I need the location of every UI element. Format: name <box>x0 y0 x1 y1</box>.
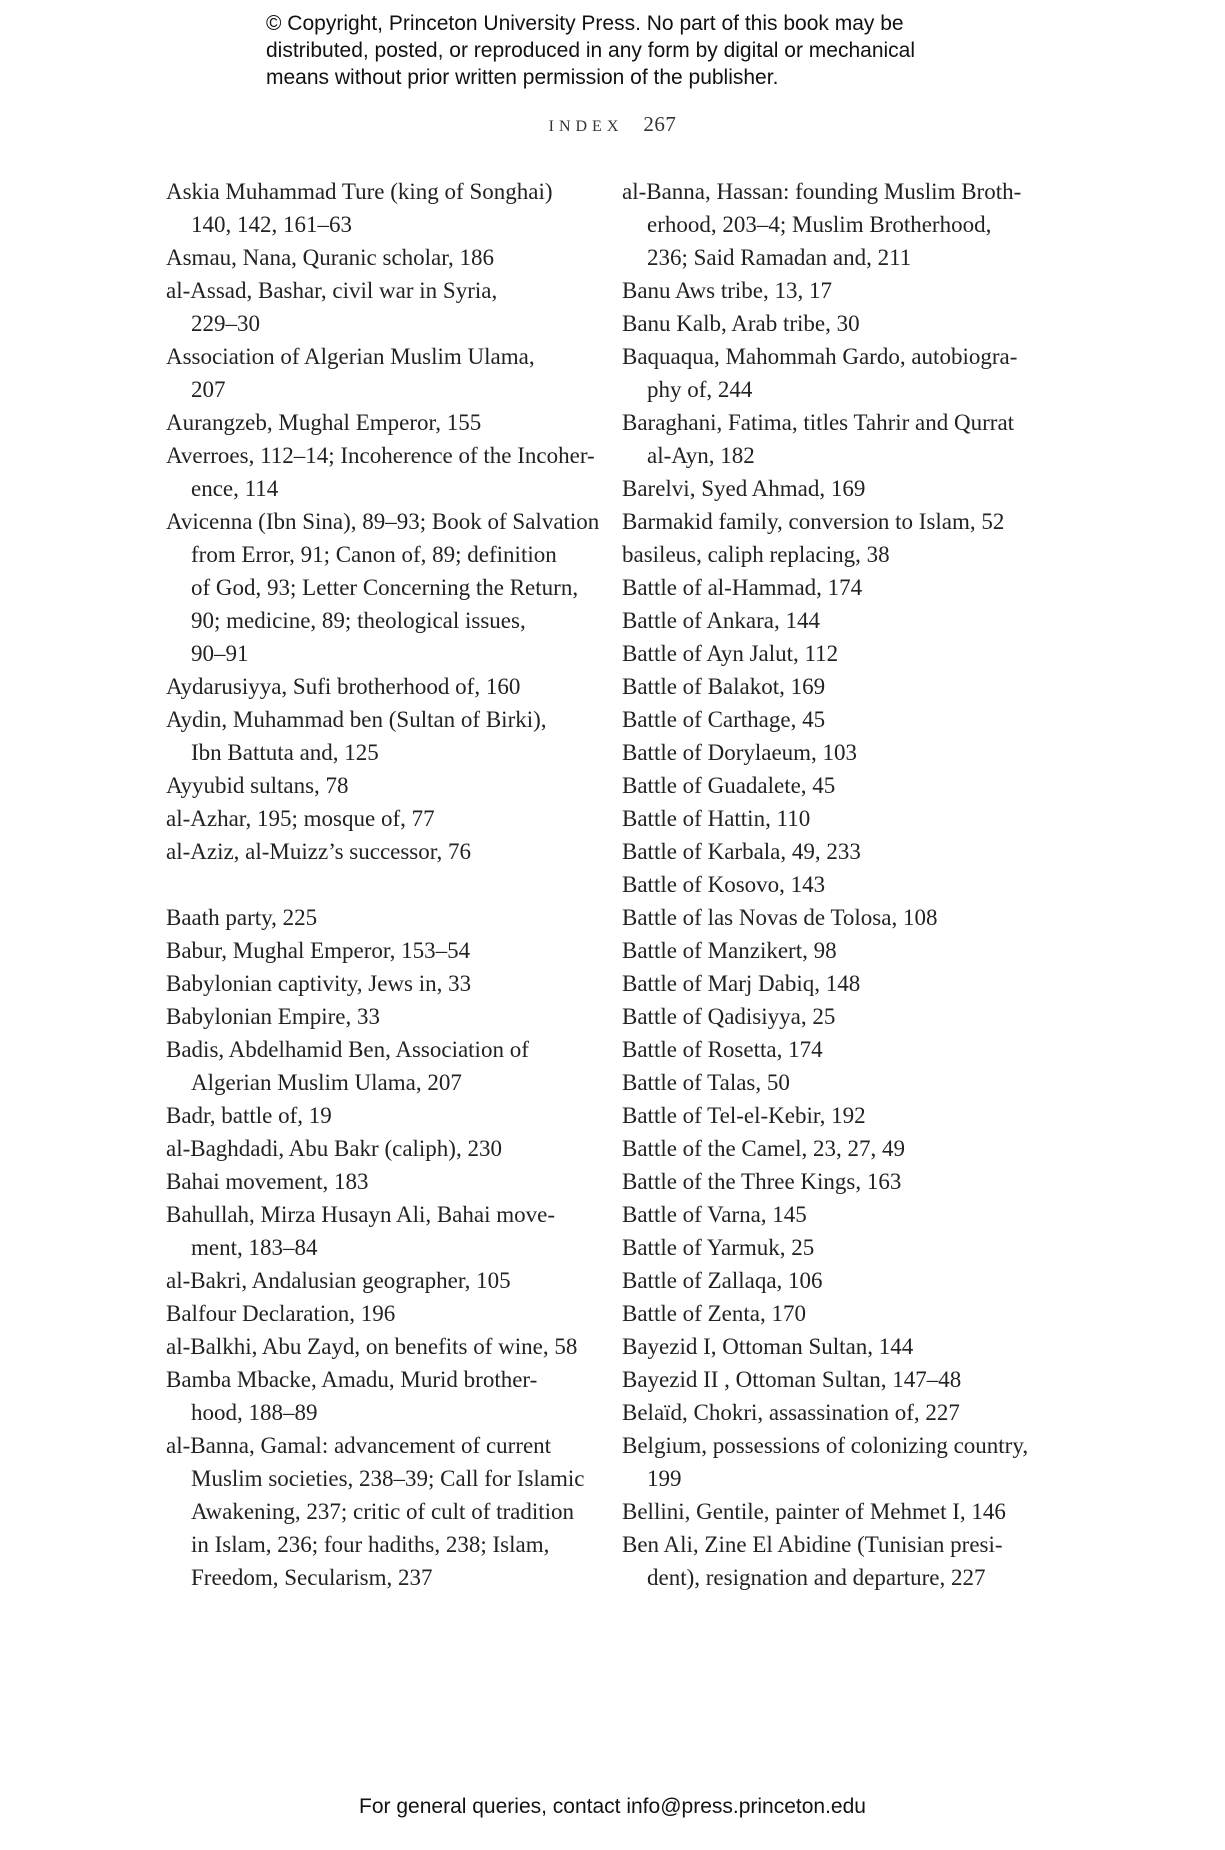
index-entry <box>166 835 586 868</box>
index-entry <box>166 1363 586 1429</box>
index-entry <box>166 967 586 1000</box>
index-entry-line: Battle of Rosetta, 174 <box>622 1037 823 1062</box>
index-entry-line: 140, 142, 161–63 <box>191 212 352 237</box>
index-entry-line: Battle of Hattin, 110 <box>622 806 811 831</box>
index-entry-line: Barelvi, Syed Ahmad, 169 <box>622 476 866 501</box>
index-entry <box>622 1429 1042 1495</box>
index-entry-line: Battle of Ayn Jalut, 112 <box>622 641 839 666</box>
index-entry <box>166 1198 586 1264</box>
index-entry <box>166 1330 586 1363</box>
index-entry-line: Babylonian Empire, 33 <box>166 1004 380 1029</box>
index-entry <box>166 670 586 703</box>
index-entry-line: Baath party, 225 <box>166 905 318 930</box>
index-entry-line: al-Ayn, 182 <box>647 443 755 468</box>
index-entry-line: Babylonian captivity, Jews in, 33 <box>166 971 472 996</box>
index-entry-line: Battle of Zallaqa, 106 <box>622 1268 823 1293</box>
index-entry <box>622 340 1042 406</box>
index-entry-line: al-Bakri, Andalusian geographer, 105 <box>166 1268 511 1293</box>
index-entry <box>622 1495 1042 1528</box>
index-entry <box>622 1297 1042 1330</box>
index-entry-line: 90–91 <box>191 641 249 666</box>
index-entry-line: al-Assad, Bashar, civil war in Syria, <box>166 278 498 303</box>
index-entry <box>166 241 586 274</box>
index-entry <box>622 1099 1042 1132</box>
index-entry-line: Battle of Carthage, 45 <box>622 707 826 732</box>
section-gap <box>166 868 586 901</box>
index-entry-line: Battle of Karbala, 49, 233 <box>622 839 861 864</box>
index-entry-line: Averroes, 112–14; Incoherence of the Incoher- <box>166 443 595 468</box>
index-entry-line: Battle of Marj Dabiq, 148 <box>622 971 861 996</box>
index-entry-line: Bahai movement, 183 <box>166 1169 369 1194</box>
index-entry <box>622 1363 1042 1396</box>
index-entry-line: Asmau, Nana, Quranic scholar, 186 <box>166 245 495 270</box>
index-entry-line: hood, 188–89 <box>191 1400 318 1425</box>
index-entry <box>622 868 1042 901</box>
index-entry <box>622 934 1042 967</box>
index-entry-line: Battle of Talas, 50 <box>622 1070 790 1095</box>
index-entry-line: al-Azhar, 195; mosque of, 77 <box>166 806 435 831</box>
index-entry-line: Avicenna (Ibn Sina), 89–93; Book of Salvation <box>166 509 600 534</box>
index-entry-line: ence, 114 <box>191 476 279 501</box>
index-entry-line: Battle of Guadalete, 45 <box>622 773 836 798</box>
index-entry-line: Battle of Qadisiyya, 25 <box>622 1004 836 1029</box>
index-entry <box>622 670 1042 703</box>
index-entry <box>622 1528 1042 1594</box>
index-entry <box>622 1396 1042 1429</box>
index-entry-line: Battle of Zenta, 170 <box>622 1301 806 1326</box>
page-number: 267 <box>643 112 677 136</box>
index-entry <box>622 1033 1042 1066</box>
index-entry <box>622 1231 1042 1264</box>
index-entry-line: Bellini, Gentile, painter of Mehmet I, 146 <box>622 1499 1006 1524</box>
index-entry-line: 236; Said Ramadan and, 211 <box>647 245 912 270</box>
index-entry-line: Muslim societies, 238–39; Call for Islamic <box>191 1466 585 1491</box>
index-entry <box>622 1198 1042 1231</box>
index-entry <box>622 703 1042 736</box>
index-entry-line: Aurangzeb, Mughal Emperor, 155 <box>166 410 482 435</box>
index-entry-line: al-Balkhi, Abu Zayd, on benefits of wine, 58 <box>166 1334 578 1359</box>
index-entry-line: of God, 93; Letter Concerning the Return, <box>191 575 579 600</box>
index-entry-line: Battle of the Three Kings, 163 <box>622 1169 902 1194</box>
index-entry <box>622 769 1042 802</box>
index-entry <box>166 1099 586 1132</box>
index-entry <box>166 1033 586 1099</box>
index-entry <box>622 571 1042 604</box>
index-entry <box>622 901 1042 934</box>
section-label: INDEX <box>548 118 624 135</box>
index-entry <box>622 835 1042 868</box>
index-entry <box>166 1165 586 1198</box>
index-entry <box>622 604 1042 637</box>
index-entry-line: Battle of las Novas de Tolosa, 108 <box>622 905 938 930</box>
index-entry-line: Battle of Ankara, 144 <box>622 608 821 633</box>
index-entry-line: Barmakid family, conversion to Islam, 52 <box>622 509 1005 534</box>
index-entry-line: Bahullah, Mirza Husayn Ali, Bahai move- <box>166 1202 556 1227</box>
index-entry-line: in Islam, 236; four hadiths, 238; Islam, <box>191 1532 550 1557</box>
index-entry <box>622 505 1042 538</box>
index-entry-line: 207 <box>191 377 226 402</box>
index-entry-line: Battle of Yarmuk, 25 <box>622 1235 815 1260</box>
index-entry <box>622 1264 1042 1297</box>
index-entry-line: Ibn Battuta and, 125 <box>191 740 379 765</box>
index-entry-line: Baquaqua, Mahommah Gardo, autobiogra- <box>622 344 1018 369</box>
index-entry-line: Battle of Manzikert, 98 <box>622 938 837 963</box>
index-entry <box>622 307 1042 340</box>
index-entry-line: Battle of Balakot, 169 <box>622 674 826 699</box>
index-entry-line: 199 <box>647 1466 682 1491</box>
index-entry-line: Battle of Dorylaeum, 103 <box>622 740 858 765</box>
index-entry-line: Banu Kalb, Arab tribe, 30 <box>622 311 860 336</box>
index-entry-line: Battle of Varna, 145 <box>622 1202 807 1227</box>
index-entry-line: al-Aziz, al-Muizz’s successor, 76 <box>166 839 471 864</box>
index-entry <box>622 802 1042 835</box>
index-entry <box>622 1000 1042 1033</box>
index-entry-line: al-Banna, Hassan: founding Muslim Broth- <box>622 179 1022 204</box>
copyright-notice <box>266 10 1026 91</box>
index-column-right <box>622 175 1042 1594</box>
index-entry-line: al-Banna, Gamal: advancement of current <box>166 1433 552 1458</box>
index-entry <box>166 1297 586 1330</box>
index-entry <box>622 1165 1042 1198</box>
copyright-line: © Copyright, Princeton University Press. No part of this book may be <box>266 12 904 35</box>
index-entry <box>622 406 1042 472</box>
index-entry-line: Bayezid I, Ottoman Sultan, 144 <box>622 1334 914 1359</box>
index-entry-line: from Error, 91; Canon of, 89; definition <box>191 542 557 567</box>
index-entry-line: dent), resignation and departure, 227 <box>647 1565 986 1590</box>
index-entry-line: Babur, Mughal Emperor, 153–54 <box>166 938 471 963</box>
index-entry-line: Aydin, Muhammad ben (Sultan of Birki), <box>166 707 547 732</box>
index-entry <box>622 1330 1042 1363</box>
index-entry-line: Ayyubid sultans, 78 <box>166 773 349 798</box>
index-entry <box>166 505 600 670</box>
index-entry-line: phy of, 244 <box>647 377 753 402</box>
index-entry-line: Badis, Abdelhamid Ben, Association of <box>166 1037 529 1062</box>
index-entry-line: Battle of Tel-el-Kebir, 192 <box>622 1103 866 1128</box>
index-column-left <box>166 175 600 1594</box>
index-entry <box>166 1000 586 1033</box>
index-entry-line: Awakening, 237; critic of cult of tradition <box>191 1499 575 1524</box>
index-entry-line: Battle of al-Hammad, 174 <box>622 575 863 600</box>
index-entry-line: Banu Aws tribe, 13, 17 <box>622 278 832 303</box>
index-entry-line: Belaïd, Chokri, assassination of, 227 <box>622 1400 960 1425</box>
index-entry-line: Aydarusiyya, Sufi brotherhood of, 160 <box>166 674 521 699</box>
index-entry <box>166 175 586 241</box>
index-entry-line: Balfour Declaration, 196 <box>166 1301 396 1326</box>
index-entry <box>166 274 586 340</box>
index-entry-line: Ben Ali, Zine El Abidine (Tunisian presi- <box>622 1532 1003 1557</box>
footer-contact: For general queries, contact info@press.princeton.edu <box>359 1795 866 1818</box>
index-entry <box>622 472 1042 505</box>
index-entry-line: Badr, battle of, 19 <box>166 1103 332 1128</box>
index-entry <box>622 1132 1042 1165</box>
index-entry-line: basileus, caliph replacing, 38 <box>622 542 890 567</box>
index-entry <box>166 703 586 769</box>
index-entry-line: Askia Muhammad Ture (king of Songhai) <box>166 179 553 204</box>
index-entry-line: ment, 183–84 <box>191 1235 318 1260</box>
index-entry <box>166 802 586 835</box>
index-entry-line: Bamba Mbacke, Amadu, Murid brother- <box>166 1367 538 1392</box>
index-entry-line: al-Baghdadi, Abu Bakr (caliph), 230 <box>166 1136 502 1161</box>
index-entry <box>166 406 586 439</box>
index-entry-line: 229–30 <box>191 311 260 336</box>
index-entry <box>622 637 1042 670</box>
index-entry-line: Belgium, possessions of colonizing country, <box>622 1433 1029 1458</box>
index-entry-line: Baraghani, Fatima, titles Tahrir and Qurrat <box>622 410 1015 435</box>
index-entry-line: 90; medicine, 89; theological issues, <box>191 608 526 633</box>
index-entry-line: Freedom, Secularism, 237 <box>191 1565 433 1590</box>
index-entry <box>622 274 1042 307</box>
index-entry-line: erhood, 203–4; Muslim Brotherhood, <box>647 212 992 237</box>
index-entry <box>166 1264 586 1297</box>
index-entry <box>622 967 1042 1000</box>
index-entry-line: Battle of the Camel, 23, 27, 49 <box>622 1136 905 1161</box>
running-head <box>0 112 1225 137</box>
index-entry <box>622 1066 1042 1099</box>
index-entry <box>166 340 586 406</box>
index-entry-line: Association of Algerian Muslim Ulama, <box>166 344 535 369</box>
index-entry <box>166 934 586 967</box>
index-entry <box>166 901 586 934</box>
index-entry <box>622 538 1042 571</box>
index-entry <box>166 1429 586 1594</box>
index-entry-line: Algerian Muslim Ulama, 207 <box>191 1070 462 1095</box>
index-entry-line: Bayezid II , Ottoman Sultan, 147–48 <box>622 1367 962 1392</box>
index-entry <box>166 439 595 505</box>
copyright-line: distributed, posted, or reproduced in any form by digital or mechanical <box>266 39 916 62</box>
copyright-line: means without prior written permission of the publisher. <box>266 66 779 89</box>
index-entry-line: Battle of Kosovo, 143 <box>622 872 826 897</box>
index-entry <box>622 736 1042 769</box>
index-entry <box>166 1132 586 1165</box>
index-entry <box>622 175 1042 274</box>
index-entry <box>166 769 586 802</box>
